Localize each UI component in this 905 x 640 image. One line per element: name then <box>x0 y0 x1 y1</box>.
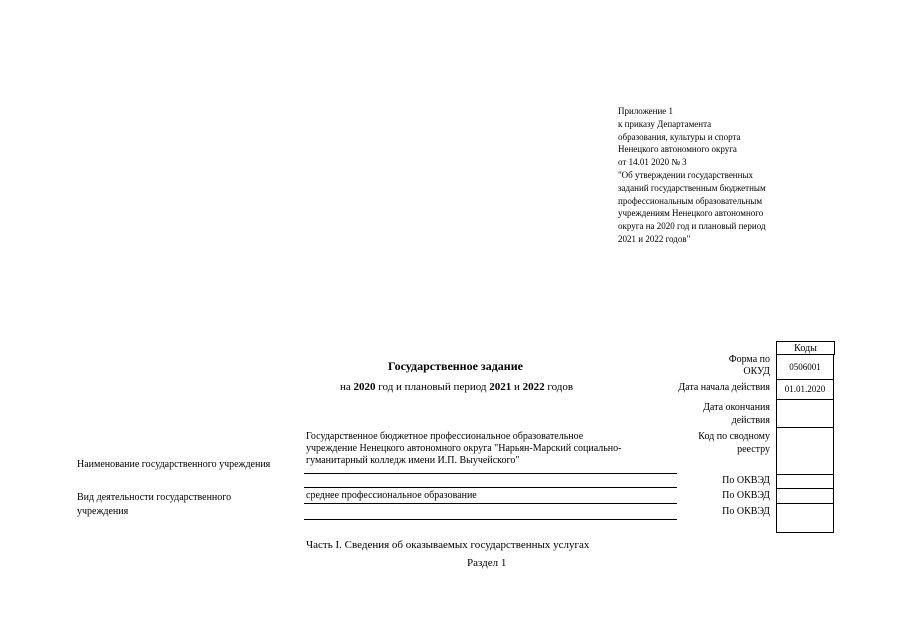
appendix-line: образования, культуры и спорта <box>618 131 741 142</box>
subtitle-prefix: на <box>340 381 351 393</box>
subtitle-and: и <box>514 381 520 393</box>
code-label-okved: По ОКВЭД <box>722 490 770 501</box>
code-cell-okved <box>777 504 833 532</box>
activity-label <box>77 491 231 519</box>
activity-value: среднее профессиональное образование <box>306 490 477 501</box>
codes-header: Коды <box>776 341 835 355</box>
code-label-start-date: Дата начала действия <box>678 382 770 393</box>
institution-name-value <box>306 431 686 467</box>
code-label-okved: По ОКВЭД <box>722 475 770 486</box>
appendix-block <box>618 105 818 246</box>
subtitle-year2: 2021 <box>489 381 512 393</box>
part-title: Часть I. Сведения об оказываемых государственных услугах <box>306 539 590 551</box>
appendix-line: 2021 и 2022 годов" <box>618 233 691 244</box>
institution-name-line: учреждение Ненецкого автономного округа "Нарьян-Марский социально- <box>306 443 622 454</box>
subtitle-mid: год и плановый период <box>378 381 487 393</box>
codes-table <box>776 354 834 533</box>
institution-underline-2 <box>304 487 677 488</box>
code-label-line: реестру <box>737 444 770 455</box>
subtitle-suffix: годов <box>547 381 574 393</box>
activity-label-line: Вид деятельности государственного <box>77 492 232 503</box>
code-label-registry <box>640 430 770 456</box>
document-title: Государственное задание <box>388 359 523 373</box>
document-subtitle <box>340 381 573 393</box>
code-cell-okud: 0506001 <box>777 355 833 380</box>
code-label-line: ОКУД <box>743 366 770 377</box>
institution-name-line: Государственное бюджетное профессиональное образовательное <box>306 431 584 442</box>
appendix-line: Приложение 1 <box>618 106 674 116</box>
code-label-line: Форма по <box>728 354 770 365</box>
appendix-line: "Об утверждении государственных <box>618 169 753 180</box>
code-label-okved: По ОКВЭД <box>722 506 770 517</box>
code-label-okud <box>640 354 770 378</box>
code-label-end-date <box>640 401 770 427</box>
appendix-line: к приказу Департамента <box>618 118 712 129</box>
code-cell-registry <box>777 428 833 475</box>
institution-name-line: гуманитарный колледж имени И.П. Выучейского" <box>306 455 520 466</box>
code-cell-end-date <box>777 400 833 428</box>
appendix-line: округа на 2020 год и плановый период <box>618 221 766 232</box>
activity-label-line: учреждения <box>77 506 129 517</box>
code-label-line: Дата окончания <box>703 402 770 413</box>
appendix-line: учреждениям Ненецкого автономного <box>618 208 764 219</box>
activity-underline-2 <box>304 519 677 520</box>
appendix-line: профессиональным образовательным <box>618 195 763 206</box>
code-cell-okved <box>777 489 833 504</box>
subtitle-year1: 2020 <box>353 381 376 393</box>
subtitle-year3: 2022 <box>522 381 545 393</box>
appendix-line: заданий государственным бюджетным <box>618 182 766 193</box>
code-label-line: Код по сводному <box>698 431 770 442</box>
code-label-line: действия <box>731 415 770 426</box>
code-cell-okved <box>777 475 833 489</box>
appendix-line: Ненецкого автономного округа <box>618 144 737 155</box>
institution-name-label: Наименование государственного учреждения <box>77 459 271 470</box>
activity-underline-1 <box>304 503 677 504</box>
appendix-line: от 14.01 2020 № 3 <box>618 157 687 168</box>
institution-underline-1 <box>304 473 677 474</box>
code-cell-start-date: 01.01.2020 <box>777 380 833 400</box>
section-title: Раздел 1 <box>467 557 507 569</box>
